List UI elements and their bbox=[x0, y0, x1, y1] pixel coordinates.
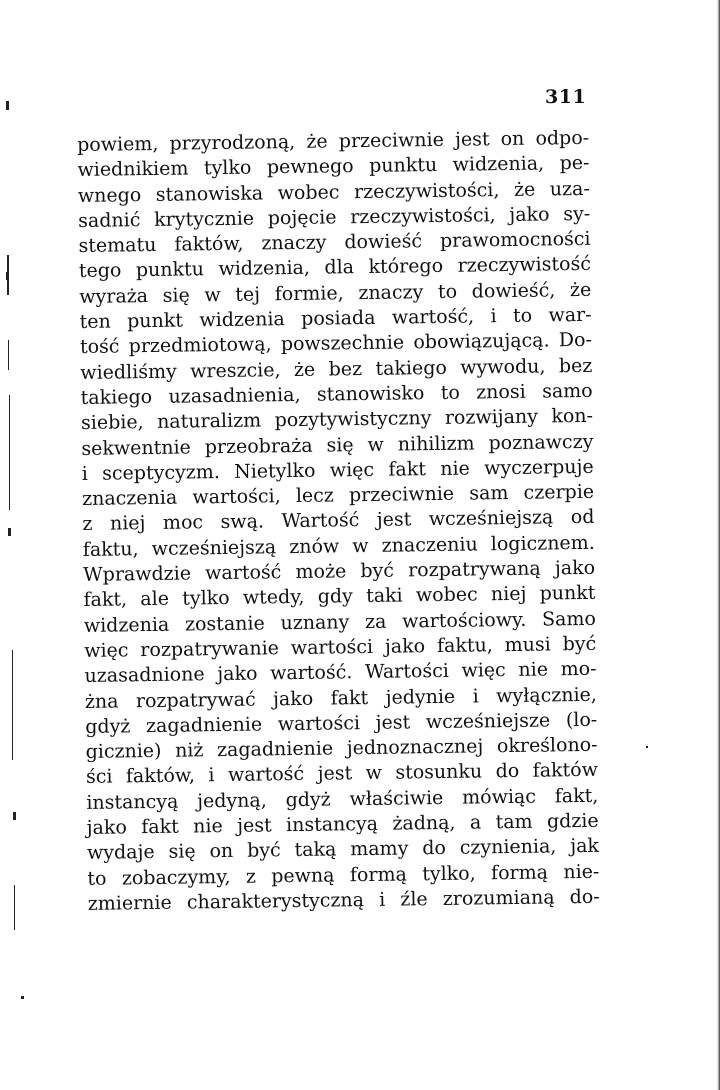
text-line: zmiernie charakterystyczną i źle zrozumianą do- bbox=[87, 885, 600, 915]
margin-speck bbox=[9, 395, 10, 510]
text-line: faktu, wcześniejszą znów w znaczeniu logicznem. bbox=[82, 531, 595, 561]
text-line: tego punktu widzenia, dla którego rzeczywistość bbox=[78, 253, 592, 283]
text-line: jako fakt nie jest instancyą żadną, a tam gdzie bbox=[86, 809, 599, 839]
text-line: to zobaczymy, z pewną formą tylko, formą nie- bbox=[87, 860, 600, 890]
margin-speck bbox=[8, 528, 11, 536]
text-line: ści faktów, i wartość jest w stosunku do faktów bbox=[85, 759, 599, 789]
margin-speck bbox=[21, 996, 24, 999]
margin-speck bbox=[6, 101, 9, 110]
margin-speck bbox=[8, 340, 9, 370]
text-line: ten punkt widzenia posiada wartość, i to war- bbox=[79, 303, 592, 334]
text-line: instancyą jedyną, gdyż właściwie mówiąc fakt, bbox=[86, 784, 599, 814]
page-number: 311 bbox=[545, 86, 587, 108]
margin-speck bbox=[6, 272, 9, 280]
text-line: tość przedmiotową, powszechnie obowiązującą. Do- bbox=[79, 329, 593, 359]
text-line: takiego uzasadnienia, stanowisko to znosi samo bbox=[80, 379, 593, 409]
margin-speck bbox=[13, 812, 16, 820]
text-line: wydaje się on być taką mamy do czynienia, jak bbox=[86, 835, 600, 865]
text-line: sadnić krytycznie pojęcie rzeczywistości, jako sy- bbox=[78, 202, 591, 232]
text-line: więc rozpatrywanie wartości jako faktu, musi być bbox=[84, 632, 597, 662]
text-line: wyraża się w tej formie, znaczy to dowieść, że bbox=[79, 278, 592, 308]
text-line: znaczenia wartości, lecz przeciwnie sam czerpie bbox=[81, 480, 595, 511]
text-line: stematu faktów, znaczy dowieść prawomocności bbox=[78, 228, 591, 258]
text-line: siebie, naturalizm pozytywistyczny rozwijany kon- bbox=[80, 405, 594, 435]
text-line: powiem, przyrodzoną, że przeciwnie jest on odpo- bbox=[77, 126, 590, 156]
text-line: wiedliśmy wreszcie, że bez takiego wywodu, bez bbox=[80, 354, 593, 384]
text-line: gdyż zagadnienie wartości jest wcześniejsze (lo- bbox=[85, 708, 598, 738]
text-line: uzasadnione jako wartość. Wartości więc nie mo- bbox=[84, 658, 597, 688]
text-line: sekwentnie przeobraża się w nihilizm poznawczy bbox=[81, 430, 594, 460]
text-line: z niej moc swą. Wartość jest wcześniejszą od bbox=[82, 506, 595, 536]
body-text bbox=[77, 126, 600, 917]
text-line: widzenia zostanie uznany za wartościowy. Samo bbox=[83, 607, 596, 637]
margin-speck bbox=[14, 885, 15, 930]
text-line: wnego stanowiska wobec rzeczywistości, że uza- bbox=[77, 177, 590, 207]
text-line: i sceptycyzm. Nietylko więc fakt nie wyczerpuje bbox=[81, 455, 594, 485]
text-line: żna rozpatrywać jako fakt jedynie i wyłącznie, bbox=[84, 683, 598, 713]
margin-speck bbox=[646, 746, 648, 748]
text-line: Wprawdzie wartość może być rozpatrywaną jako bbox=[83, 556, 596, 587]
text-line: wiednikiem tylko pewnego punktu widzenia, pe- bbox=[77, 152, 590, 182]
text-line: gicznie) niż zagadnienie jednoznacznej określono- bbox=[85, 733, 598, 764]
margin-speck bbox=[12, 650, 13, 760]
text-line: fakt, ale tylko wtedy, gdy taki wobec niej punkt bbox=[83, 582, 596, 612]
